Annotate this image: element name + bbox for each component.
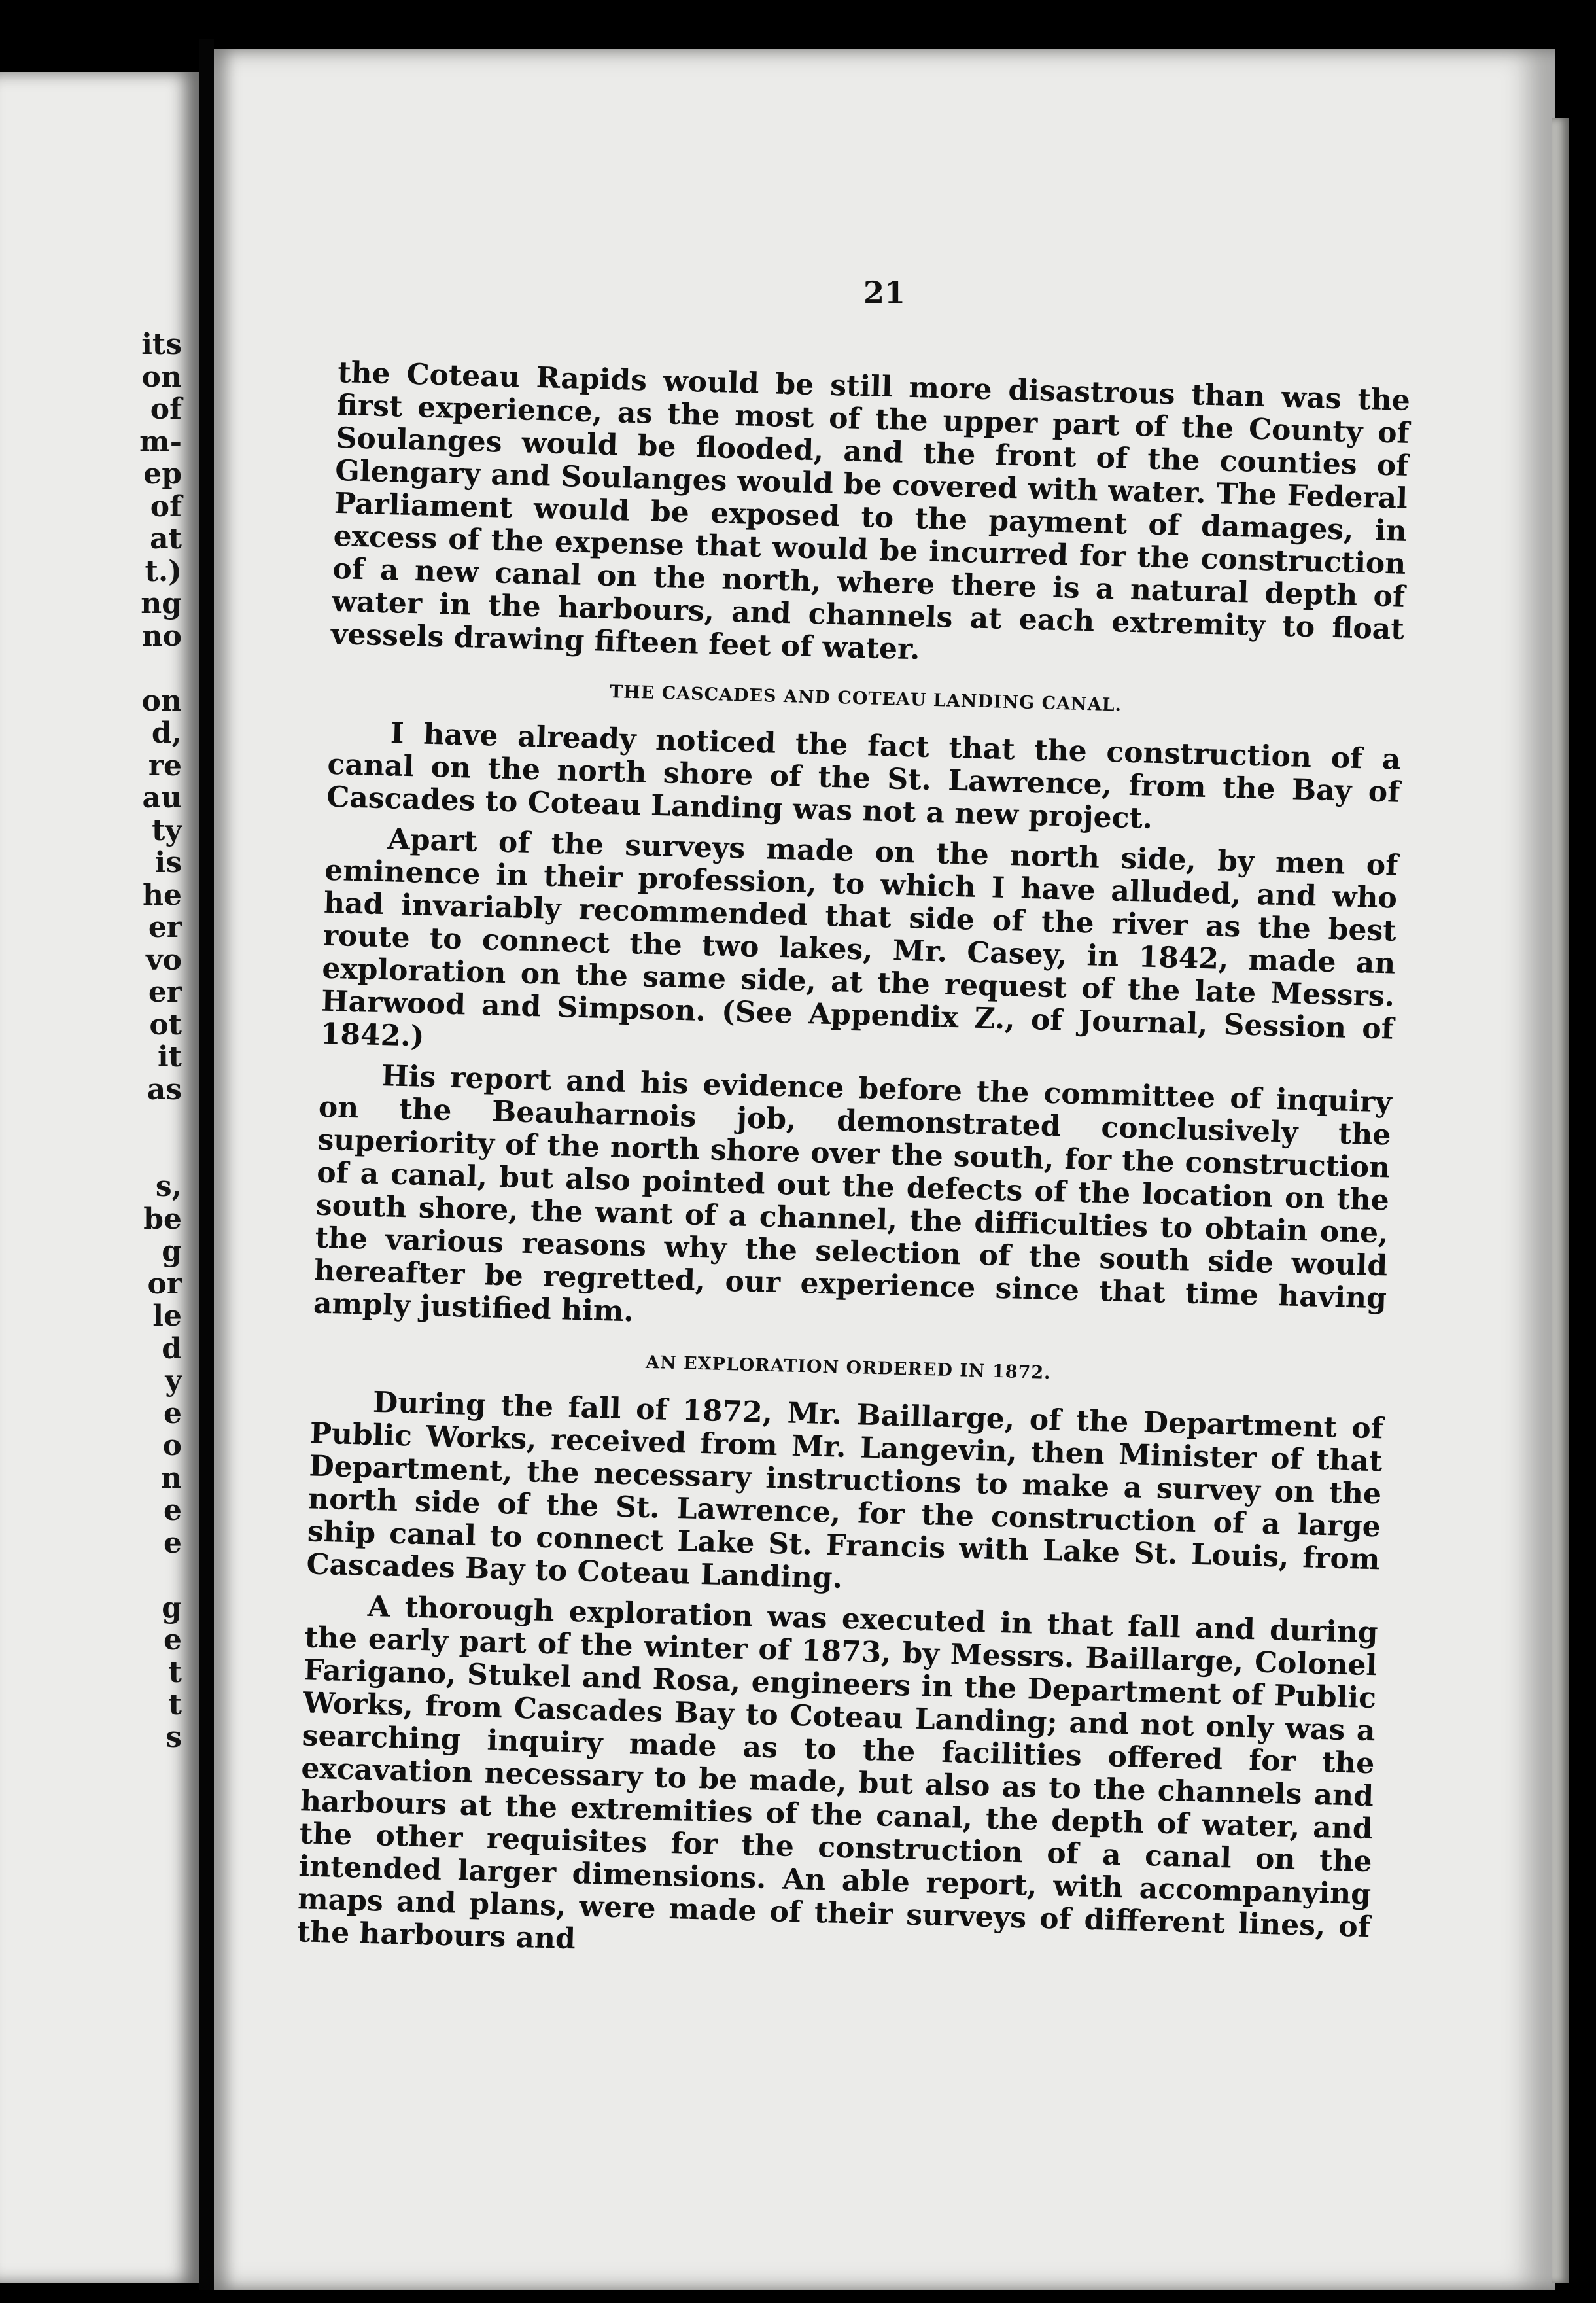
paragraph: During the fall of 1872, Mr. Baillarge, of the Department of Public Works, received from Mr. Langevin, then Minister of that Department, the necessary instructions to make a survey on the north side of the St. Lawrence, for the construction of a large ship canal to connect Lake St. Francis with Lake St. Louis, from Cascades Bay to Coteau Landing. <box>305 1385 1384 1595</box>
left-page-line-fragment: ep <box>143 457 182 491</box>
left-page-line-fragment: t <box>168 1688 182 1721</box>
left-page-line-fragment: at <box>150 522 182 555</box>
left-page-line-fragment: er <box>148 976 182 1009</box>
left-page-line-fragment: it <box>157 1040 182 1074</box>
page-edge <box>1552 118 1569 2283</box>
page-number: 21 <box>863 275 905 310</box>
left-page-line-fragment: t <box>168 1655 182 1689</box>
paragraph: I have already noticed the fact that the construction of a canal on the north shore of the St. Lawrence, from the Bay of Cascades to Coteau Landing was not a new project. <box>326 716 1402 835</box>
right-page <box>214 49 1555 2290</box>
page-body <box>296 357 1410 1977</box>
left-page-line-fragment: g <box>162 1591 182 1625</box>
left-page-line-fragment: ng <box>141 587 182 620</box>
book-gutter <box>200 39 214 2290</box>
left-page-line-fragment: d <box>162 1331 182 1365</box>
left-page-line-fragment: ot <box>149 1008 182 1042</box>
left-page-line-fragment: as <box>147 1072 182 1106</box>
left-page-line-fragment: e <box>164 1623 182 1657</box>
left-page-line-fragment: er <box>148 911 182 944</box>
left-page-line-fragment: no <box>141 619 182 653</box>
left-page-line-fragment: s <box>165 1720 182 1754</box>
left-page-line-fragment: e <box>164 1494 182 1527</box>
left-page-line-fragment: ty <box>152 813 182 847</box>
left-page-line-fragment: on <box>141 360 182 394</box>
left-page-line-fragment: on <box>141 684 182 718</box>
left-page-line-fragment: re <box>148 748 182 782</box>
paragraph: A thorough exploration was executed in that fall and during the early part of the winter of 1873, by Messrs. Baillarge, Colonel Farigano, Stukel and Rosa, engineers in the Department of Public Works, from Cascades Bay to Coteau Landing; and not only was a searching inquiry made as to the facilities offered for the excavation necessary to be made, but also as to the channels and harbours at the extremities of the canal, the depth of water, and the other requisites for the construction of a canal on the intended larger dimensions. An able report, with accompanying maps and plans, were made of their surveys of different lines, of the harbours and <box>296 1589 1379 1956</box>
left-page-line-fragment: of <box>150 393 182 426</box>
left-page-line-fragment: s, <box>155 1170 182 1203</box>
left-page-line-fragment: e <box>164 1396 182 1430</box>
left-page-line-fragment: g <box>162 1235 182 1268</box>
left-page-line-fragment: he <box>143 878 182 912</box>
left-page-line-fragment: le <box>152 1299 182 1333</box>
left-page-line-fragment: n <box>161 1461 182 1495</box>
left-page-line-fragment: be <box>143 1202 182 1236</box>
left-page-line-fragment: m- <box>139 425 182 459</box>
left-page-line-fragment: e <box>164 1526 182 1560</box>
paragraph: Apart of the surveys made on the north side, by men of eminence in their profession, to which I have alluded, and who had invariably recommended that side of the river as the best route to connect the two lakes, Mr. Casey, in 1842, made an exploration on the same side, at the request of the late Messrs. Harwood and Simpson. (See Appendix Z., of Journal, Session of 1842.) <box>320 822 1398 1053</box>
paragraph: His report and his evidence before the committee of inquiry on the Beauharnois job, demonstrated conclusively the superiority of the north shore over the south, for the construction of a canal, but also pointed out the defects of the location on the south shore, the want of a channel, the difficulties to obtain one, the various reasons why the selection of the south side would hereafter be regretted, our experience since that time having amply justified him. <box>313 1059 1393 1329</box>
left-page-line-fragment: d, <box>151 716 182 750</box>
left-page-line-fragment: is <box>154 846 182 879</box>
left-page-line-fragment: of <box>150 489 182 523</box>
left-page-line-fragment: vo <box>146 943 182 977</box>
left-page-margin-fragments <box>0 72 196 2283</box>
section-heading-cascades-canal: THE CASCADES AND COTEAU LANDING CANAL. <box>609 682 1122 716</box>
section-heading-exploration-1872: AN EXPLORATION ORDERED IN 1872. <box>645 1352 1051 1384</box>
left-page-line-fragment: o <box>162 1429 182 1462</box>
left-page-line-fragment: au <box>142 781 182 815</box>
left-page-line-fragment: y <box>165 1364 182 1398</box>
left-page-line-fragment: or <box>147 1267 182 1301</box>
left-page-line-fragment: its <box>141 328 182 361</box>
paragraph-continued: the Coteau Rapids would be still more disastrous than was the first experience, as the most of the upper part of the County of Soulanges would be flooded, and the front of the counties of Glengary and Soulanges would be covered with water. The Federal Parliament would be exposed to the payment of damages, in excess of the expense that would be incurred for the construction of a new canal on the north, where there is a natural depth of water in the harbours, and channels at each extremity to float vessels drawing fifteen feet of water. <box>330 356 1411 667</box>
left-page-line-fragment: t.) <box>145 554 182 588</box>
left-page <box>0 72 200 2283</box>
